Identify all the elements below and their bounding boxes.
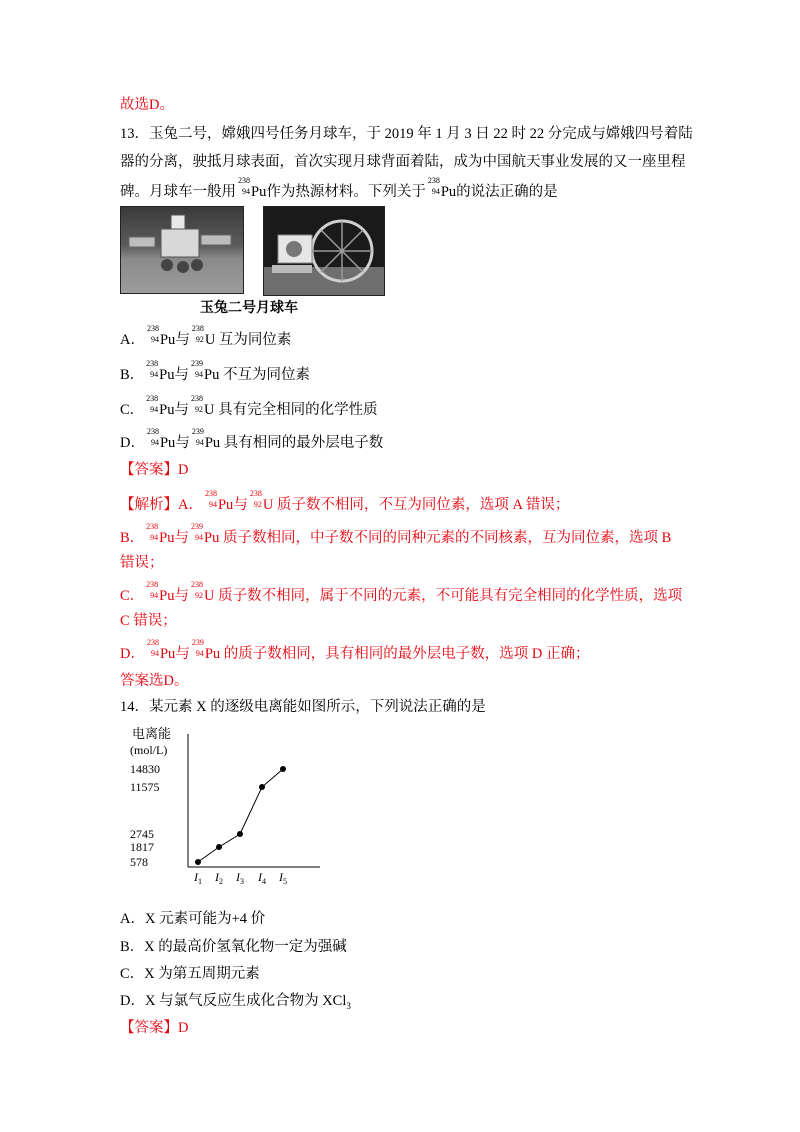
chart-point xyxy=(237,831,243,837)
chart-ytick-label: 2745 xyxy=(130,827,154,841)
chart-ytick-label: 578 xyxy=(130,855,148,869)
option-a: A． 238 94 Pu与 238 92 U 互为同位素 xyxy=(120,324,292,348)
q13-stem-line-3: 碑。月球车一般用 238 94 Pu作为热源材料。下列关于 238 94 Pu的说法正确的是 xyxy=(120,176,558,200)
chart-xtick-label: $I_5$ xyxy=(279,870,287,884)
option-c: C． 238 94 Pu与 238 92 U 具有完全相同的化学性质 xyxy=(120,394,378,418)
chart-xtick-label: $I_1$ xyxy=(194,870,202,884)
q14-option-c: C．X 为第五周期元素 xyxy=(120,966,260,982)
analysis-b-1: B． 238 94 Pu与 239 94 Pu 质子数相同，中子数不同的同种元素的不同核素，互为同位素，选项 B xyxy=(120,522,672,546)
analysis-c-2: C 错误； xyxy=(120,613,177,629)
chart-xtick-label: $I_4$ xyxy=(258,870,266,884)
q14-option-a: A．X 元素可能为+4 价 xyxy=(120,911,266,927)
chart-ylabel-line-1: 电离能 xyxy=(132,726,172,741)
option-b: B． 238 94 Pu与 239 94 Pu 不互为同位素 xyxy=(120,359,310,383)
image-caption: 玉兔二号月球车 xyxy=(200,301,298,316)
analysis-d: D． 238 94 Pu与 239 94 Pu 的质子数相同，具有相同的最外层电子数，选项 D 正确； xyxy=(120,638,590,662)
lunar-rover-photo-2 xyxy=(263,206,385,296)
prev-answer-line: 故选D。 xyxy=(120,97,174,113)
chart-ytick-label: 14830 xyxy=(130,762,160,776)
chart-point xyxy=(259,784,265,790)
isotope-pu238: 238 94 xyxy=(238,176,250,196)
lunar-rover-photo-1 xyxy=(120,206,244,294)
chart-ylabel-line-2: (mol/L) xyxy=(130,743,168,757)
chart-ytick-label: 11575 xyxy=(130,780,160,794)
analysis-a: 【解析】A． 238 94 Pu与 238 92 U 质子数不相同，不互为同位素，选项 A 错误； xyxy=(120,489,570,513)
q13-stem-line-2: 器的分离，驶抵月球表面，首次实现月球背面着陆，成为中国航天事业发展的又一座里程 xyxy=(120,154,686,170)
q14-option-d: D．X 与氯气反应生成化合物为 XCl$_3$ xyxy=(120,993,351,1011)
chart-series-line xyxy=(198,769,283,862)
chart-ytick-label: 1817 xyxy=(130,840,154,854)
q14-option-b: B．X 的最高价氢氧化物一定为强碱 xyxy=(120,939,347,955)
chart-point xyxy=(195,859,201,865)
chart-xtick-label: $I_3$ xyxy=(236,870,244,884)
analysis-final: 答案选D。 xyxy=(120,673,189,689)
chart-point xyxy=(216,844,222,850)
chart-xtick-label: $I_2$ xyxy=(215,870,223,884)
q14-stem: 14．某元素 X 的逐级电离能如图所示，下列说法正确的是 xyxy=(120,699,486,715)
isotope-pu238: 238 94 xyxy=(427,176,440,196)
q14-answer: 【答案】D xyxy=(120,1020,189,1036)
analysis-c-1: C． 238 94 Pu与 238 92 U 质子数不相同，属于不同的元素，不可能具有完全相同的化学性质，选项 xyxy=(120,580,683,604)
analysis-b-2: 错误； xyxy=(120,555,164,571)
chart-point xyxy=(280,766,286,772)
q13-stem-line-1: 13．玉兔二号，嫦娥四号任务月球车，于 2019 年 1 月 3 日 22 时 22 分完成与嫦娥四号着陆 xyxy=(120,126,693,142)
option-d: D． 238 94 Pu与 239 94 Pu 具有相同的最外层电子数 xyxy=(120,427,384,451)
q13-answer: 【答案】D xyxy=(120,462,189,478)
ionization-energy-chart xyxy=(130,724,330,884)
